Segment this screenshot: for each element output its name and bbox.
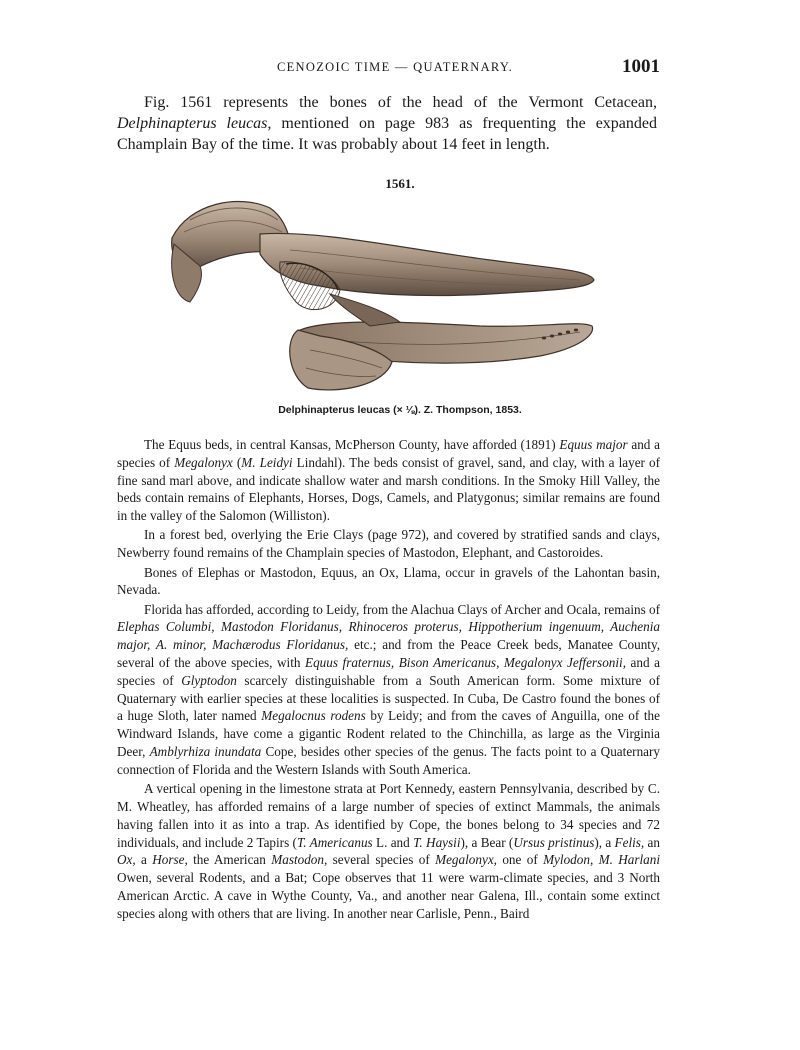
paragraph-port-kennedy: A vertical opening in the limestone strata at Port Kennedy, eastern Pennsylvania, described by C. M. Wheatley, has afforded remains of a large number of species of extinct Mammals, the animals having fallen into it as into a trap. As identified by Cope, the bones belong to 34 species and 72 individuals, and include 2 Tapirs (T. Americanus L. and T. Haysii), a Bear (Ursus pristinus), a Felis, an Ox, a Horse, the American Mastodon, several species of Megalonyx, one of Mylodon, M. Harlani Owen, several Rodents, and a Bat; Cope observes that 11 were warm-climate species, and 3 North American Arctic. A cave in Wythe County, Va., and another near Galena, Ill., contain some extinct species along with others that are living. In another near Carlisle, Penn., Baird	[117, 781, 660, 921]
figure-caption: Delphinapterus leucas (× ⅛). Z. Thompson, 1853.	[278, 404, 522, 416]
page-header	[130, 56, 660, 82]
body-text	[117, 436, 660, 924]
paragraph-equus-beds: The Equus beds, in central Kansas, McPherson County, have afforded (1891) Equus major and a species of Megalonyx (M. Leidyi Lindahl). The beds consist of gravel, sand, and clay, with a layer of fine sand marl above, and indicate shallow water and marsh conditions. In the Smoky Hill Valley, the beds contain remains of Elephants, Horses, Dogs, Camels, and Platygonus; similar remains are found in the valley of the Salomon (Williston).	[117, 437, 660, 524]
running-head: CENOZOIC TIME — QUATERNARY.	[276, 60, 514, 74]
whale-skull-illustration	[160, 190, 600, 398]
page-number: 1001	[622, 56, 660, 77]
paragraph-forest-bed: In a forest bed, overlying the Erie Clays (page 972), and covered by stratified sands and clays, Newberry found remains of the Champlain species of Mastodon, Elephant, and Castoroides.	[117, 527, 660, 561]
paragraph-lahontan: Bones of Elephas or Mastodon, Equus, an Ox, Llama, occur in gravels of the Lahontan basin, Nevada.	[117, 564, 660, 598]
paragraph-florida: Florida has afforded, according to Leidy, from the Alachua Clays of Archer and Ocala, remains of Elephas Columbi, Mastodon Floridanus, Rhinoceros proterus, Hippotherium ingenuum, Auchenia major, A. minor, Machærodus Floridanus, etc.; and from the Peace Creek beds, Manatee County, several of the above species, with Equus fraternus, Bison Americanus, Megalonyx Jeffersonii, and a species of Glyptodon scarcely distinguishable from a South American form. Some mixture of Quaternary with earlier species at these localities is suspected. In Cuba, De Castro found the bones of a huge Sloth, later named Megalocnus rodens by Leidy; and from the caves of Anguilla, one of the Windward Islands, have come a gigantic Rodent related to the Chinchilla, as large as the Virginia Deer, Amblyrhiza inundata Cope, besides other species of the genus. The facts point to a Quaternary connection of Florida and the Western Islands with South America.	[117, 601, 660, 777]
figure-number: 1561.	[385, 176, 415, 191]
intro-paragraph: Fig. 1561 represents the bones of the head of the Vermont Cetacean, Delphinapterus leucas, mentioned on page 983 as frequenting the expanded Champlain Bay of the time. It was probably about 14 feet in length.	[117, 94, 658, 153]
